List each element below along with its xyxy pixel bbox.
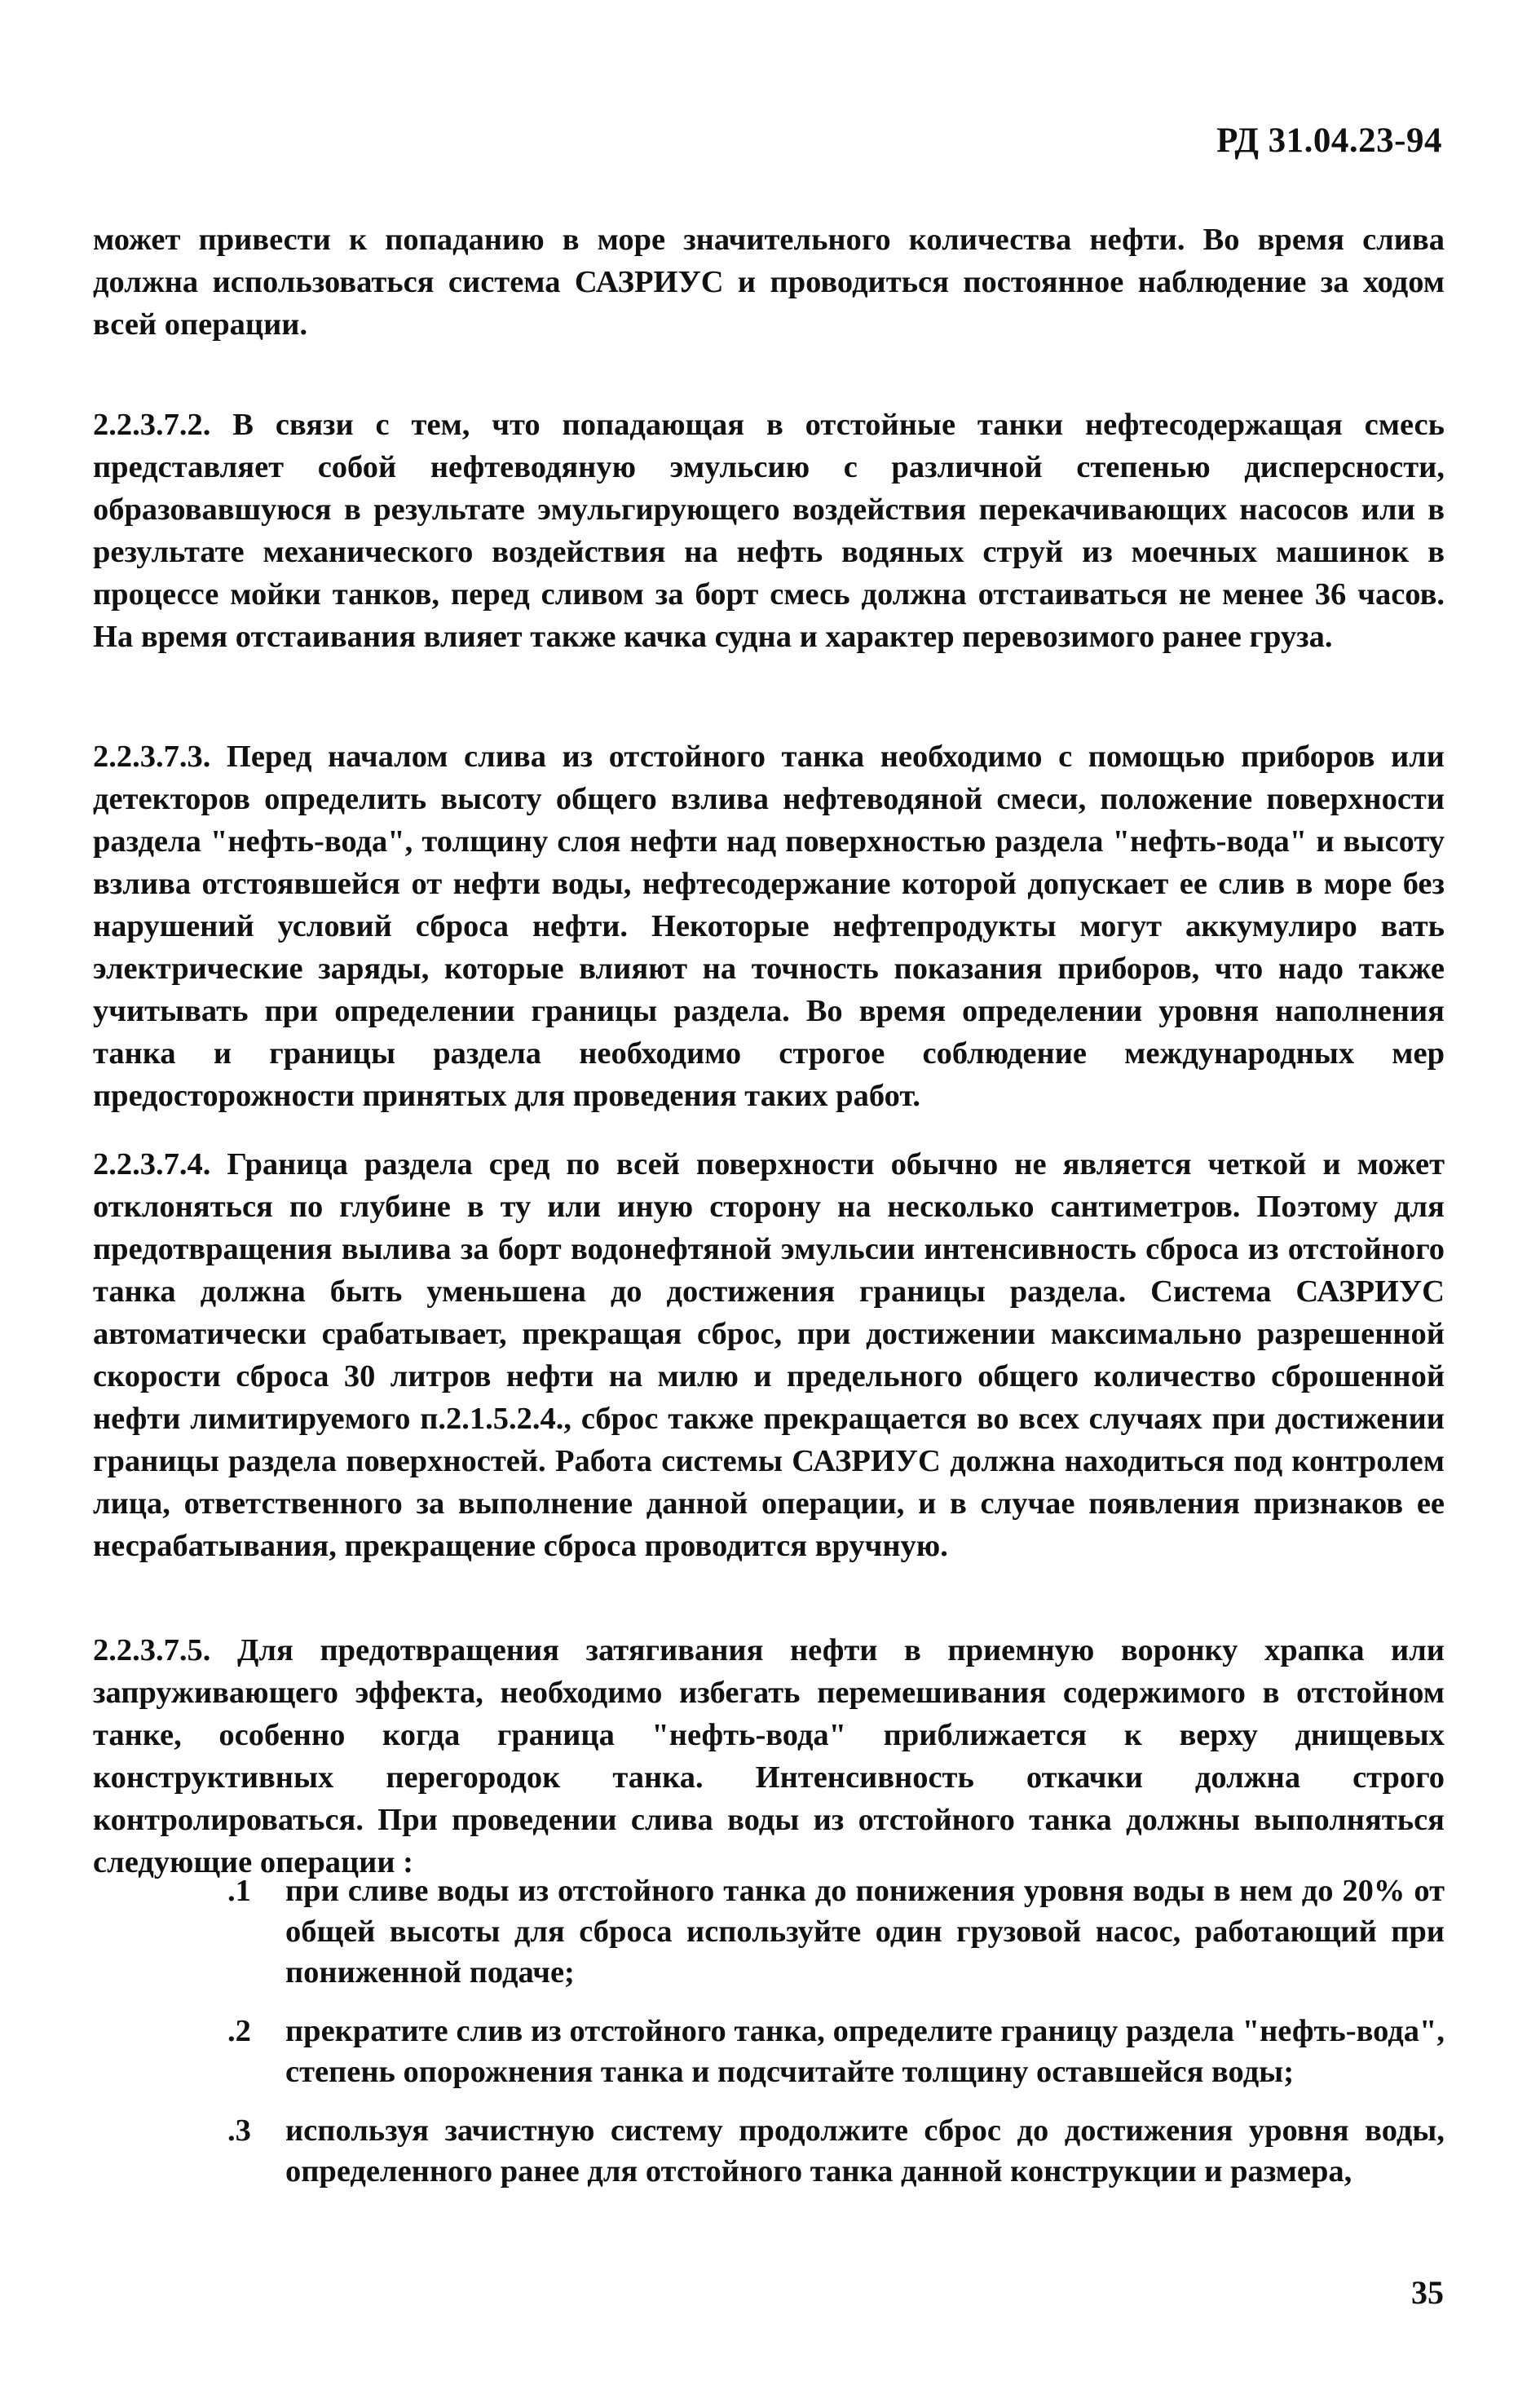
list-item-number: .3 bbox=[227, 2113, 251, 2148]
paragraph-text: 2.2.3.7.2. В связи с тем, что попадающая в отстойные танки нефтесодержащая смесь представляет собой нефтеводяную эмульсию с различной степенью дисперсности, образовавшуюся в результате эмульгирующего воздействия перекачивающих насосов или в результате механического воздействия на нефть водяных струй из моечных машинок в процессе мойки танков, перед сливом за борт смесь должна отстаиваться не менее 36 часов. На время отстаивания влияет также качка судна и характер перевозимого ранее груза. bbox=[93, 408, 1445, 654]
paragraph-2-2-3-7-3 bbox=[93, 735, 1445, 1117]
paragraph-text: может привести к попаданию в море значительного количества нефти. Во время слива должна использоваться система САЗРИУС и проводиться постоянное наблюдение за ходом всей операции. bbox=[93, 223, 1445, 342]
list-item-text: прекратите слив из отстойного танка, определите границу раздела "нефть-вода", степень опорожнения танка и подсчитайте толщину оставшейся воды; bbox=[285, 2014, 1445, 2089]
document-code-header: РД 31.04.23-94 bbox=[1216, 121, 1442, 160]
list-item-number: .1 bbox=[227, 1874, 251, 1908]
paragraph-text: 2.2.3.7.4. Граница раздела сред по всей поверхности обычно не является четкой и может отклоняться по глубине в ту или иную сторону на несколько сантиметров. Поэтому для предотвращения вылива за борт водонефтяной эмульсии интенсивность сброса из отстойного танка должна быть уменьшена до достижения границы раздела. Система САЗРИУС автоматически срабатывает, прекращая сброс, при достижении максимально разрешенной скорости сброса 30 литров нефти на милю и предельного общего количество сброшенной нефти лимитируемого п.2.1.5.2.4., сброс также прекращается во всех случаях при достижении границы раздела поверхностей. Работа системы САЗРИУС должна находиться под контролем лица, ответственного за выполнение данной операции, и в случае появления признаков ее несрабатывания, прекращение сброса проводится вручную. bbox=[93, 1147, 1445, 1563]
paragraph-continuation bbox=[93, 219, 1445, 346]
paragraph-2-2-3-7-4 bbox=[93, 1143, 1445, 1567]
list-item bbox=[93, 2011, 1445, 2092]
list-item bbox=[93, 2110, 1445, 2192]
paragraph-text: 2.2.3.7.5. Для предотвращения затягивания нефти в приемную воронку храпка или запруживающего эффекта, необходимо избегать перемешивания содержимого в отстойном танке, особенно когда граница "нефть-вода" приближается к верху днищевых конструктивных перегородок танка. Интенсивность откачки должна строго контролироваться. При проведении слива воды из отстойного танка должны выполняться следующие операции : bbox=[93, 1633, 1445, 1879]
list-item-text: используя зачистную систему продолжите сброс до достижения уровня воды, определенного ранее для отстойного танка данной конструкции и размера, bbox=[285, 2113, 1445, 2188]
paragraph-2-2-3-7-5 bbox=[93, 1629, 1445, 1884]
list-item-text: при сливе воды из отстойного танка до понижения уровня воды в нем до 20% от общей высоты для сброса используйте один грузовой насос, работающий при пониженной подаче; bbox=[285, 1874, 1445, 1990]
operations-list bbox=[93, 1870, 1445, 2210]
list-item-number: .2 bbox=[227, 2014, 251, 2048]
page-number: 35 bbox=[1411, 2274, 1444, 2311]
paragraph-text: 2.2.3.7.3. Перед началом слива из отстойного танка необходимо с помощью приборов или детекторов определить высоту общего взлива нефтеводяной смеси, положение поверхности раздела "нефть-вода", толщину слоя нефти над поверхностью раздела "нефть-вода" и высоту взлива отстоявшейся от нефти воды, нефтесодержание которой допускает ее слив в море без нарушений условий сброса нефти. Некоторые нефтепродукты могут аккумулиро вать электрические заряды, которые влияют на точность показания приборов, что надо также учитывать при определении границы раздела. Во время определении уровня наполнения танка и границы раздела необходимо строгое соблюдение международных мер предосторожности принятых для проведения таких работ. bbox=[93, 740, 1445, 1113]
paragraph-2-2-3-7-2 bbox=[93, 404, 1445, 658]
list-item bbox=[93, 1870, 1445, 1993]
